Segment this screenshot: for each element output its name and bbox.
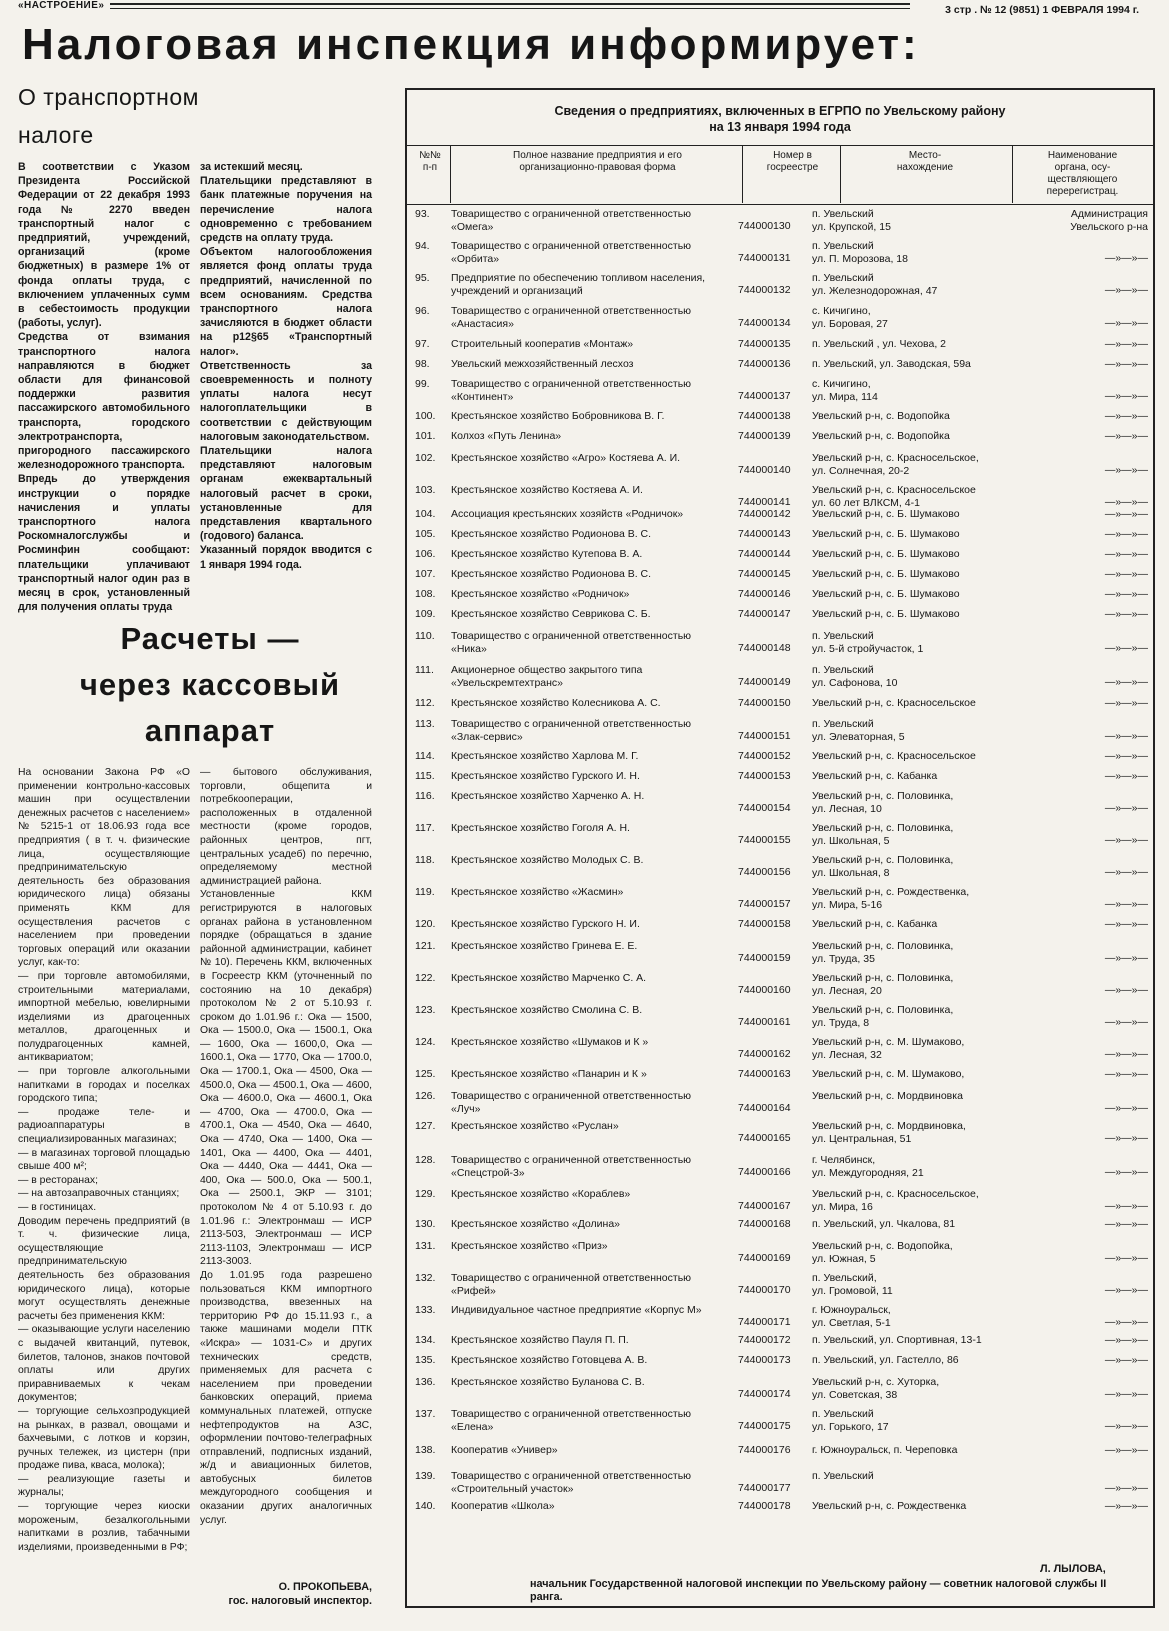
row-number: 110. xyxy=(415,630,435,642)
row-number: 98. xyxy=(415,358,430,370)
row-registering-body: —»—»— xyxy=(1104,984,1148,996)
row-number: 121. xyxy=(415,940,436,952)
row-location: Увельский р-н, с. Б. Шумаково xyxy=(812,568,960,580)
row-enterprise-name: Крестьянское хозяйство Готовцева А. В. xyxy=(451,1354,648,1366)
row-location: Увельский р-н, с. Водопойка xyxy=(812,410,950,422)
row-number: 122. xyxy=(415,972,436,984)
row-enterprise-name: Товарищество с ограниченной ответственностью «Ника» xyxy=(451,630,692,655)
row-registry-number: 744000140 xyxy=(738,464,791,476)
row-enterprise-name: Крестьянское хозяйство Севрикова С. Б. xyxy=(451,608,651,620)
row-number: 131. xyxy=(415,1240,436,1252)
row-registering-body: —»—»— xyxy=(1104,697,1148,709)
row-number: 111. xyxy=(415,664,434,676)
row-number: 130. xyxy=(415,1218,436,1230)
row-number: 108. xyxy=(415,588,436,600)
row-location: Увельский р-н, с. Рождественка, ул. Мира, 5-16 xyxy=(812,886,970,911)
row-enterprise-name: Крестьянское хозяйство «Панарин и К » xyxy=(451,1068,647,1080)
row-location: Увельский р-н, с. Б. Шумаково xyxy=(812,608,960,620)
row-location: Увельский р-н, с. Половинка, ул. Школьная, 8 xyxy=(812,854,954,879)
row-registering-body: —»—»— xyxy=(1104,918,1148,930)
row-registry-number: 744000160 xyxy=(738,984,791,996)
row-location: Увельский р-н, с. Половинка, ул. Труда, 35 xyxy=(812,940,954,965)
row-registry-number: 744000167 xyxy=(738,1200,791,1212)
row-registering-body: —»—»— xyxy=(1104,802,1148,814)
row-registering-body: —»—»— xyxy=(1104,568,1148,580)
row-number: 126. xyxy=(415,1090,436,1102)
row-location: Увельский р-н, с. Красносельское xyxy=(812,697,976,709)
row-registry-number: 744000151 xyxy=(738,730,791,742)
row-location: г. Южноуральск, ул. Светлая, 5-1 xyxy=(812,1304,891,1329)
row-registry-number: 744000155 xyxy=(738,834,791,846)
row-enterprise-name: Товарищество с ограниченной ответственностью «Рифей» xyxy=(451,1272,692,1297)
header-divider xyxy=(840,145,841,203)
row-registry-number: 744000178 xyxy=(738,1500,791,1512)
row-number: 94. xyxy=(415,240,430,252)
article1-column-1: В соответствии с Указом Президента Российской Федерации от 22 декабря 1993 года № 2270 введен транспортный налог с предприятий, учреждений, организаций (кроме бюджетных) в размере 1% от фонда оплаты труда, с включением уплаченных сумм в себестоимость продукции (работы, услуг). Средства от взимания транспортного налога направляются в бюджет области для финансовой поддержки развития пассажирского автомобильного транспорта, городского электротранспорта, пригородного пассажирского железнодорожного транспорта. Впредь до утверждения инструкции о порядке начисления и уплаты транспортного налога Роскомналогслужбы и Росминфин сообщают: плательщики уплачивают транспортный налог один раз в месяц в срок, установленный для получения оплаты труда xyxy=(18,161,190,614)
row-location: Увельский р-н, с. М. Шумаково, ул. Лесная, 32 xyxy=(812,1036,965,1061)
row-enterprise-name: Кооператив «Школа» xyxy=(451,1500,555,1512)
row-enterprise-name: Кооператив «Универ» xyxy=(451,1444,558,1456)
row-location: Увельский р-н, с. Красносельское xyxy=(812,750,976,762)
row-location: п. Увельский ул. Крупской, 15 xyxy=(812,208,891,233)
row-registering-body: —»—»— xyxy=(1104,1102,1148,1114)
row-enterprise-name: Строительный кооператив «Монтаж» xyxy=(451,338,634,350)
row-registry-number: 744000150 xyxy=(738,697,791,709)
row-location: г. Челябинск, ул. Междугородняя, 21 xyxy=(812,1154,924,1179)
row-enterprise-name: Крестьянское хозяйство Марченко С. А. xyxy=(451,972,647,984)
header-reg: Номер в госреестре xyxy=(766,150,819,173)
row-registering-body: —»—»— xyxy=(1104,1284,1148,1296)
row-registry-number: 744000153 xyxy=(738,770,791,782)
row-location: Увельский р-н, с. Кабанка xyxy=(812,770,938,782)
row-registry-number: 744000143 xyxy=(738,528,791,540)
row-registering-body: —»—»— xyxy=(1104,1132,1148,1144)
row-number: 95. xyxy=(415,272,430,284)
row-location: Увельский р-н, с. Красносельское ул. 60 лет ВЛКСМ, 4-1 xyxy=(812,484,976,509)
row-registering-body: —»—»— xyxy=(1104,642,1148,654)
row-enterprise-name: Товарищество с ограниченной ответственностью «Омега» xyxy=(451,208,692,233)
row-registry-number: 744000145 xyxy=(738,568,791,580)
row-registry-number: 744000174 xyxy=(738,1388,791,1400)
row-registry-number: 744000158 xyxy=(738,918,791,930)
row-location: п. Увельский , ул. Чехова, 2 xyxy=(812,338,947,350)
row-number: 124. xyxy=(415,1036,436,1048)
row-number: 112. xyxy=(415,697,435,709)
row-location: п. Увельский ул. Сафонова, 10 xyxy=(812,664,898,689)
row-location: п. Увельский ул. 5-й стройучасток, 1 xyxy=(812,630,924,655)
row-registry-number: 744000169 xyxy=(738,1252,791,1264)
row-number: 107. xyxy=(415,568,436,580)
row-registering-body: —»—»— xyxy=(1104,898,1148,910)
row-location: Увельский р-н, с. Мордвиновка, ул. Центральная, 51 xyxy=(812,1120,966,1145)
row-number: 135. xyxy=(415,1354,436,1366)
row-location: Увельский р-н, с. Красносельское, ул. Мира, 16 xyxy=(812,1188,979,1213)
row-enterprise-name: Крестьянское хозяйство Гурского И. Н. xyxy=(451,770,640,782)
section-label: «НАСТРОЕНИЕ» xyxy=(18,0,105,11)
row-enterprise-name: Товарищество с ограниченной ответственностью «Спецстрой-3» xyxy=(451,1154,692,1179)
row-registering-body: —»—»— xyxy=(1104,358,1148,370)
row-registering-body: —»—»— xyxy=(1104,866,1148,878)
table-signature-name: Л. ЛЫЛОВА, xyxy=(1040,1563,1106,1575)
row-registering-body: —»—»— xyxy=(1104,284,1148,296)
row-number: 133. xyxy=(415,1304,436,1316)
row-enterprise-name: Индивидуальное частное предприятие «Корпус М» xyxy=(451,1304,702,1316)
row-enterprise-name: Товарищество с ограниченной ответственностью «Орбита» xyxy=(451,240,692,265)
row-registering-body: —»—»— xyxy=(1104,1420,1148,1432)
row-registry-number: 744000131 xyxy=(738,252,791,264)
row-registry-number: 744000164 xyxy=(738,1102,791,1114)
row-registry-number: 744000135 xyxy=(738,338,791,350)
row-location: п. Увельский ул. Элеваторная, 5 xyxy=(812,718,905,743)
row-registry-number: 744000142 xyxy=(738,508,791,520)
header-rule xyxy=(110,3,910,9)
row-enterprise-name: Колхоз «Путь Ленина» xyxy=(451,430,562,442)
row-registering-body: —»—»— xyxy=(1104,1048,1148,1060)
row-registering-body: —»—»— xyxy=(1104,1354,1148,1366)
row-enterprise-name: Товарищество с ограниченной ответственностью «Анастасия» xyxy=(451,305,692,330)
row-registry-number: 744000136 xyxy=(738,358,791,370)
row-registering-body: —»—»— xyxy=(1104,750,1148,762)
registry-table-header xyxy=(405,145,1155,205)
row-registering-body: —»—»— xyxy=(1104,1252,1148,1264)
row-enterprise-name: Крестьянское хозяйство «Руслан» xyxy=(451,1120,619,1132)
issue-line: 3 стр . № 12 (9851) 1 ФЕВРАЛЯ 1994 г. xyxy=(945,4,1139,16)
row-number: 103. xyxy=(415,484,436,496)
row-registry-number: 744000132 xyxy=(738,284,791,296)
row-enterprise-name: Крестьянское хозяйство Колесникова А. С. xyxy=(451,697,661,709)
row-number: 101. xyxy=(415,430,436,442)
article2-signature: О. ПРОКОПЬЕВА, гос. налоговый инспектор. xyxy=(228,1581,372,1607)
row-number: 105. xyxy=(415,528,436,540)
row-location: п. Увельский ул. П. Морозова, 18 xyxy=(812,240,908,265)
article2-title: Расчеты — через кассовый аппарат xyxy=(79,621,341,748)
table-signature-title: начальник Государственной налоговой инспекции по Увельскому району — советник налоговой службы II ранга. xyxy=(530,1578,1107,1603)
row-registry-number: 744000173 xyxy=(738,1354,791,1366)
header-divider xyxy=(1012,145,1013,203)
row-registry-number: 744000139 xyxy=(738,430,791,442)
row-enterprise-name: Крестьянское хозяйство «Жасмин» xyxy=(451,886,624,898)
row-registering-body: —»—»— xyxy=(1104,952,1148,964)
row-location: с. Кичигино, ул. Боровая, 27 xyxy=(812,305,888,330)
row-number: 137. xyxy=(415,1408,436,1420)
row-registering-body: —»—»— xyxy=(1104,508,1148,520)
row-enterprise-name: Крестьянское хозяйство Костяева А. И. xyxy=(451,484,643,496)
row-registry-number: 744000146 xyxy=(738,588,791,600)
article2-column-2: — бытового обслуживания, торговли, общепита и потребкооперации, расположенных в отдаленной местности (кроме городов, районных центров, пгт, центральных усадеб) по перечню, определяемому местной администрацией района. Установленные ККМ регистрируются в налоговых органах района в установленном порядке (обращаться в здание районной администрации, кабинет № 10). Перечень ККМ, включенных в Госреестр ККМ (уточненный по состоянию на 10 декабря) протоколом № 2 от 5.10.93 г. сроком до 1.01.96 г.: Ока — 1500, Ока — 1500.0, Ока — 1500.1, Ока — 1600, Ока — 1600,0, Ока — 1600.1, Ока — 1770, Ока — 1700.0, Ока — 1700.1, Ока — 4500, Ока — 4500.0, Ока — 4500.1, Ока — 4600, Ока — 4600.0, Ока — 4600.1, Ока — 4700, Ока — 4700.0, Ока — 4700.1, Ока — 4540, Ока — 4640, Ока — 4740, Ока — 1400, Ока — 1401, Ока — 4400, Ока — 4401, Ока — 4440, Ока — 4441, Ока — 400, Ока — 500.0, Ока — 500.1, Ока — 2500.1, ЭКР — 3101; протоколом № 4 от 5.10.93 г. до 1.01.96 г.: Электронмаш — ИСР 2113-503, Электронмаш — ИСР 2113-1103, Электронмаш — ИСР 2113-3003. До 1.01.95 года разрешено пользоваться ККМ импортного производства, ввезенных на территорию РФ до 15.11.93 г., а также машинами модели ПТК «Искра» — 1031-С» и других технических средств, применяемых для расчета с населением при проведении банковских операций, приема коммунальных платежей, отпуске нефтепродуктов на АЗС, оформлении почтово-телеграфных отправлений, подписных изданий, ж/д и авиационных билетов, автобусных билетов междугородного сообщения и оказании других аналогичных услуг. xyxy=(200,767,372,1526)
row-number: 120. xyxy=(415,918,436,930)
row-number: 104. xyxy=(415,508,436,520)
row-enterprise-name: Крестьянское хозяйство Гоголя А. Н. xyxy=(451,822,630,834)
row-location: Увельский р-н, с. Б. Шумаково xyxy=(812,528,960,540)
row-registering-body: —»—»— xyxy=(1104,1068,1148,1080)
row-registering-body: —»—»— xyxy=(1104,1388,1148,1400)
row-location: Увельский р-н, с. Водопойка, ул. Южная, 5 xyxy=(812,1240,953,1265)
row-registering-body: —»—»— xyxy=(1104,338,1148,350)
row-enterprise-name: Крестьянское хозяйство Харченко А. Н. xyxy=(451,790,645,802)
row-registering-body: —»—»— xyxy=(1104,1200,1148,1212)
row-enterprise-name: Крестьянское хозяйство Харлова М. Г. xyxy=(451,750,639,762)
row-registry-number: 744000170 xyxy=(738,1284,791,1296)
row-registering-body: —»—»— xyxy=(1104,548,1148,560)
row-enterprise-name: Крестьянское хозяйство «Шумаков и К » xyxy=(451,1036,649,1048)
row-location: Увельский р-н, с. Половинка, ул. Школьная, 5 xyxy=(812,822,954,847)
row-location: Увельский р-н, с. Рождественка xyxy=(812,1500,967,1512)
row-registry-number: 744000148 xyxy=(738,642,791,654)
row-location: Увельский р-н, с. Половинка, ул. Лесная, 10 xyxy=(812,790,954,815)
row-registering-body: —»—»— xyxy=(1104,317,1148,329)
row-location: Увельский р-н, с. Водопойка xyxy=(812,430,950,442)
row-enterprise-name: Крестьянское хозяйство «Приз» xyxy=(451,1240,608,1252)
row-enterprise-name: Товарищество с ограниченной ответственностью «Луч» xyxy=(451,1090,692,1115)
row-number: 132. xyxy=(415,1272,436,1284)
row-enterprise-name: Крестьянское хозяйство «Долина» xyxy=(451,1218,621,1230)
row-number: 128. xyxy=(415,1154,436,1166)
row-registry-number: 744000147 xyxy=(738,608,791,620)
row-number: 136. xyxy=(415,1376,436,1388)
row-enterprise-name: Крестьянское хозяйство Бобровникова В. Г. xyxy=(451,410,665,422)
row-registry-number: 744000171 xyxy=(738,1316,791,1328)
row-number: 125. xyxy=(415,1068,436,1080)
row-number: 97. xyxy=(415,338,430,350)
row-registry-number: 744000141 xyxy=(738,496,791,508)
row-number: 100. xyxy=(415,410,436,422)
header-num: №№ п-п xyxy=(419,150,441,173)
row-number: 102. xyxy=(415,452,436,464)
row-number: 109. xyxy=(415,608,436,620)
row-registering-body: —»—»— xyxy=(1104,496,1148,508)
row-enterprise-name: Крестьянское хозяйство Родионова В. С. xyxy=(451,568,652,580)
row-number: 99. xyxy=(415,378,430,390)
row-enterprise-name: Крестьянское хозяйство Кутепова В. А. xyxy=(451,548,643,560)
row-enterprise-name: Акционерное общество закрытого типа «Увельскремтехтранс» xyxy=(451,664,643,689)
row-number: 96. xyxy=(415,305,430,317)
row-enterprise-name: Товарищество с ограниченной ответственностью «Злак-сервис» xyxy=(451,718,692,743)
article1-title: О транспортном налоге xyxy=(18,84,199,148)
row-location: Увельский р-н, с. Красносельское, ул. Солнечная, 20-2 xyxy=(812,452,979,477)
row-enterprise-name: Предприятие по обеспечению топливом населения, учреждений и организаций xyxy=(451,272,706,297)
row-number: 114. xyxy=(415,750,435,762)
row-registering-body: —»—»— xyxy=(1104,1316,1148,1328)
row-number: 113. xyxy=(415,718,435,730)
row-registering-body: —»—»— xyxy=(1104,252,1148,264)
header-name: Полное название предприятия и его организационно-правовая форма xyxy=(513,150,682,173)
row-registry-number: 744000172 xyxy=(738,1334,791,1346)
row-number: 139. xyxy=(415,1470,436,1482)
row-registering-body: —»—»— xyxy=(1104,430,1148,442)
row-location: п. Увельский xyxy=(812,1470,874,1482)
row-enterprise-name: Товарищество с ограниченной ответственностью «Строительный участок» xyxy=(451,1470,692,1495)
row-registry-number: 744000165 xyxy=(738,1132,791,1144)
row-registry-number: 744000144 xyxy=(738,548,791,560)
row-registering-body: —»—»— xyxy=(1104,1444,1148,1456)
row-location: Увельский р-н, с. Б. Шумаково xyxy=(812,508,960,520)
row-location: п. Увельский, ул. Гастелло, 86 xyxy=(812,1354,959,1366)
row-enterprise-name: Крестьянское хозяйство Молодых С. В. xyxy=(451,854,644,866)
row-registry-number: 744000176 xyxy=(738,1444,791,1456)
row-registry-number: 744000161 xyxy=(738,1016,791,1028)
row-enterprise-name: Крестьянское хозяйство Гурского Н. И. xyxy=(451,918,640,930)
row-registering-body: —»—»— xyxy=(1104,1016,1148,1028)
row-location: Увельский р-н, с. Б. Шумаково xyxy=(812,588,960,600)
row-enterprise-name: Ассоциация крестьянских хозяйств «Родничок» xyxy=(451,508,684,520)
row-location: Увельский р-н, с. Мордвиновка xyxy=(812,1090,963,1102)
row-number: 106. xyxy=(415,548,436,560)
row-location: Увельский р-н, с. М. Шумаково, xyxy=(812,1068,965,1080)
row-location: п. Увельский, ул. Чкалова, 81 xyxy=(812,1218,956,1230)
row-registry-number: 744000157 xyxy=(738,898,791,910)
row-registering-body: —»—»— xyxy=(1104,676,1148,688)
row-number: 93. xyxy=(415,208,430,220)
row-number: 118. xyxy=(415,854,435,866)
header-org: Наименование органа, осу- ществляющего перерегистрац. xyxy=(1046,150,1119,197)
row-registering-body: —»—»— xyxy=(1104,390,1148,402)
row-registry-number: 744000130 xyxy=(738,220,791,232)
header-divider xyxy=(450,145,451,203)
header-addr: Место- нахождение xyxy=(896,150,954,173)
row-registry-number: 744000159 xyxy=(738,952,791,964)
row-registering-body: —»—»— xyxy=(1104,1218,1148,1230)
row-registering-body: —»—»— xyxy=(1104,730,1148,742)
row-registry-number: 744000138 xyxy=(738,410,791,422)
row-registry-number: 744000162 xyxy=(738,1048,791,1060)
row-number: 134. xyxy=(415,1334,436,1346)
row-enterprise-name: Крестьянское хозяйство Родионова В. С. xyxy=(451,528,652,540)
row-location: п. Увельский, ул. Спортивная, 13-1 xyxy=(812,1334,982,1346)
row-enterprise-name: Увельский межхозяйственный лесхоз xyxy=(451,358,634,370)
row-registering-body: —»—»— xyxy=(1104,588,1148,600)
row-registering-body: —»—»— xyxy=(1104,1482,1148,1494)
article2-column-1: На основании Закона РФ «О применении контрольно-кассовых машин при осуществлении денежных расчетов с населением» № 5215-1 от 18.06.93 года все предприятия ( в т. ч. физические лица, осуществляющие предпринимательскую деятельность без образования юридического лица) обязаны применять ККМ для осуществления расчетов с населением при проведении торговых операций или оказании услуг, как-то: — при торговле автомобилями, строительными материалами, импортной мебелью, ювелирными изделиями из драгоценных металлов, драгоценных и полудрагоценных камней, антиквариатом; — при торговле алкогольными напитками в городах и поселках городского типа; — продаже теле- и радиоаппаратуры в специализированных магазинах; — в магазинах торговой площадью свыше 400 м²; — в ресторанах; — на автозаправочных станциях; — в гостиницах. Доводим перечень предприятий (в т. ч. физические лица, осуществляющие предпринимательскую деятельность без образования юридического лица), которые могут осуществлять денежные расчеты без применения ККМ: — оказывающие услуги населению с выдачей квитанций, путевок, билетов, талонов, знаков почтовой оплаты или других приравниваемых к чекам документов; — торгующие сельхозпродукцией на рынках, в развал, овощами и бахчевыми, с лотков и корзин, ручных тележек, из цистерн (при продаже пива, кваса, молока); — реализующие газеты и журналы; — торгующие через киоски мороженым, безалкогольными напитками в розлив, табачными изделиями, произведенными в РФ; xyxy=(18,767,190,1553)
row-enterprise-name: Товарищество с ограниченной ответственностью «Елена» xyxy=(451,1408,692,1433)
row-registering-body: Администрация Увельского р-на xyxy=(1070,208,1148,233)
row-registry-number: 744000156 xyxy=(738,866,791,878)
row-location: г. Южноуральск, п. Череповка xyxy=(812,1444,958,1456)
row-registry-number: 744000175 xyxy=(738,1420,791,1432)
row-location: п. Увельский, ул. Заводская, 59а xyxy=(812,358,971,370)
row-registering-body: —»—»— xyxy=(1104,1500,1148,1512)
row-number: 119. xyxy=(415,886,435,898)
row-number: 117. xyxy=(415,822,435,834)
row-registry-number: 744000177 xyxy=(738,1482,791,1494)
registry-table-title: Сведения о предприятиях, включенных в ЕГРПО по Увельскому району на 13 января 1994 года xyxy=(554,104,1006,134)
row-number: 140. xyxy=(415,1500,436,1512)
row-number: 138. xyxy=(415,1444,436,1456)
row-registry-number: 744000168 xyxy=(738,1218,791,1230)
row-registry-number: 744000166 xyxy=(738,1166,791,1178)
row-registering-body: —»—»— xyxy=(1104,410,1148,422)
row-registry-number: 744000134 xyxy=(738,317,791,329)
row-registering-body: —»—»— xyxy=(1104,1166,1148,1178)
row-registering-body: —»—»— xyxy=(1104,528,1148,540)
row-enterprise-name: Товарищество с ограниченной ответственностью «Континент» xyxy=(451,378,692,403)
row-location: Увельский р-н, с. Половинка, ул. Лесная, 20 xyxy=(812,972,954,997)
row-enterprise-name: Крестьянское хозяйство «Агро» Костяева А. И. xyxy=(451,452,681,464)
row-location: Увельский р-н, с. Хуторка, ул. Советская, 38 xyxy=(812,1376,940,1401)
row-number: 127. xyxy=(415,1120,436,1132)
row-registering-body: —»—»— xyxy=(1104,770,1148,782)
row-location: с. Кичигино, ул. Мира, 114 xyxy=(812,378,878,403)
row-registry-number: 744000152 xyxy=(738,750,791,762)
row-enterprise-name: Крестьянское хозяйство Смолина С. В. xyxy=(451,1004,643,1016)
row-location: Увельский р-н, с. Б. Шумаково xyxy=(812,548,960,560)
row-registering-body: —»—»— xyxy=(1104,608,1148,620)
article1-column-2: за истекший месяц. Плательщики представляют в банк платежные поручения на перечисление налога одновременно с требованием средств на оплату труда. Объектом налогообложения является фонд оплаты труда предприятий, начисленной по всем основаниям. Средства транспортного налога зачисляются в бюджет области на р12§65 «Транспортный налог». Ответственность за своевременность и полноту уплаты налога несут налогоплательщики в соответствии с действующим налоговым законодательством. Плательщики налога представляют налоговым органам ежеквартальный налоговый расчет в сроки, установленные для представления квартального (годового) баланса. Указанный порядок вводится с 1 января 1994 года. xyxy=(200,161,372,571)
row-registry-number: 744000154 xyxy=(738,802,791,814)
row-registering-body: —»—»— xyxy=(1104,834,1148,846)
row-location: п. Увельский ул. Горького, 17 xyxy=(812,1408,889,1433)
row-enterprise-name: Крестьянское хозяйство Буланова С. В. xyxy=(451,1376,645,1388)
row-enterprise-name: Крестьянское хозяйство Пауля П. П. xyxy=(451,1334,629,1346)
row-location: Увельский р-н, с. Кабанка xyxy=(812,918,938,930)
row-location: п. Увельский, ул. Громовой, 11 xyxy=(812,1272,893,1297)
row-enterprise-name: Крестьянское хозяйство Гринева Е. Е. xyxy=(451,940,638,952)
row-location: п. Увельский ул. Железнодорожная, 47 xyxy=(812,272,938,297)
row-location: Увельский р-н, с. Половинка, ул. Труда, 8 xyxy=(812,1004,954,1029)
row-enterprise-name: Крестьянское хозяйство «Кораблев» xyxy=(451,1188,631,1200)
row-number: 123. xyxy=(415,1004,436,1016)
row-registering-body: —»—»— xyxy=(1104,1334,1148,1346)
row-number: 115. xyxy=(415,770,435,782)
row-number: 129. xyxy=(415,1188,436,1200)
page-title: Налоговая инспекция информирует: xyxy=(22,20,920,69)
row-registry-number: 744000163 xyxy=(738,1068,791,1080)
header-divider xyxy=(742,145,743,203)
row-number: 116. xyxy=(415,790,435,802)
row-registry-number: 744000149 xyxy=(738,676,791,688)
row-registry-number: 744000137 xyxy=(738,390,791,402)
row-registering-body: —»—»— xyxy=(1104,464,1148,476)
row-enterprise-name: Крестьянское хозяйство «Родничок» xyxy=(451,588,630,600)
